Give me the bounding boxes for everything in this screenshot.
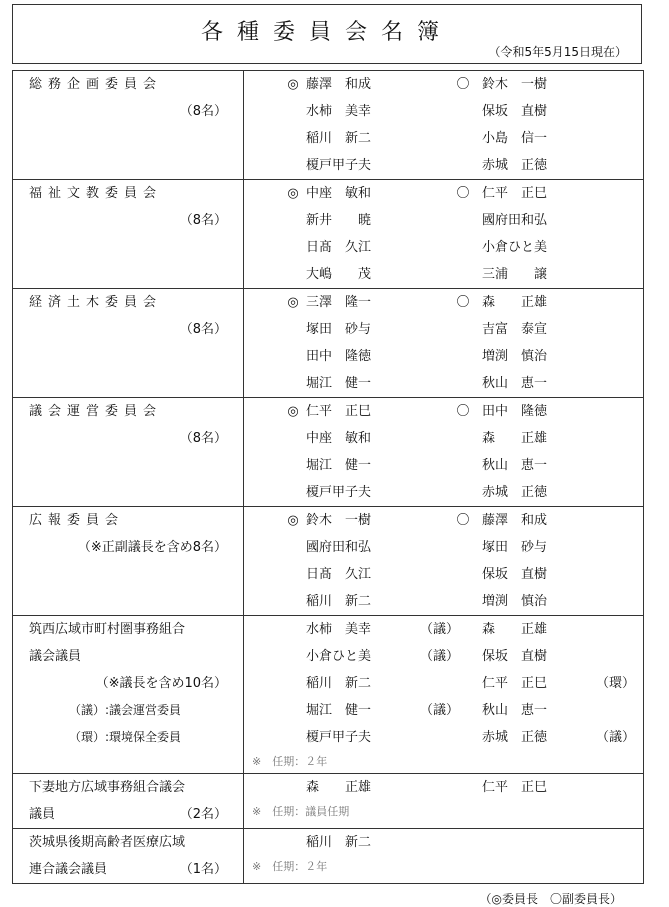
member-name: 藤澤 和成 [482, 513, 548, 528]
chair-mark: ◎ [287, 77, 299, 92]
member-name: 赤城 正徳 [482, 485, 548, 500]
member-name: 水柿 美幸 [306, 622, 372, 637]
member-row [244, 98, 643, 125]
member-row [244, 616, 643, 643]
member-row [244, 561, 643, 588]
vice-chair-mark: 〇 [456, 77, 470, 92]
body-count: （※議長を含め10名） [95, 676, 227, 691]
member-row [244, 180, 643, 207]
term-note: ※ 任期：２年 [252, 755, 328, 768]
committee-count: （※正副議長を含め8名） [77, 540, 227, 555]
as-of-date: （令和5年5月15日現在） [488, 45, 627, 59]
body-name-line2: 議会議員 [29, 649, 82, 664]
member-name: 鈴木 一樹 [306, 513, 372, 528]
ibaraki-label-cell [13, 829, 244, 884]
member-name: 仁平 正巳 [482, 780, 548, 795]
chikusei-row [13, 616, 644, 774]
ibaraki-row [13, 829, 644, 884]
committee-label-cell [13, 507, 244, 616]
member-name: 塚田 砂与 [306, 322, 372, 337]
member-name: 稲川 新二 [306, 594, 372, 609]
member-name: 保坂 直樹 [482, 567, 548, 582]
chair-mark: ◎ [287, 186, 299, 201]
committee-name: 総務企画委員会 [29, 77, 163, 92]
chikusei-members-cell [244, 616, 644, 774]
member-name: 秋山 恵一 [482, 458, 548, 473]
body-name-line2: 議員 [29, 807, 56, 822]
body-name-line2: 連合議会議員 [29, 862, 108, 877]
member-name: 日髙 久江 [306, 240, 372, 255]
legend: （◎委員長 〇副委員長） [479, 892, 622, 906]
committee-name: 経済土木委員会 [29, 295, 163, 310]
member-name: 水柿 美幸 [306, 104, 372, 119]
member-name: 保坂 直樹 [482, 649, 548, 664]
member-row [244, 398, 643, 425]
member-name: 藤澤 和成 [306, 77, 372, 92]
member-name: 中座 敏和 [306, 431, 372, 446]
member-row [244, 829, 643, 856]
body-name-line1: 筑西広域市町村圏事務組合 [29, 622, 186, 637]
member-name: 堀江 健一 [306, 458, 372, 473]
vice-chair-mark: 〇 [456, 404, 470, 419]
member-row [244, 316, 643, 343]
chair-mark: ◎ [287, 295, 299, 310]
member-row [244, 234, 643, 261]
term-note: ※ 任期：２年 [252, 860, 328, 873]
member-name: 榎戸甲子夫 [306, 485, 372, 500]
committee-label-cell [13, 180, 244, 289]
member-name: 新井 暁 [306, 213, 372, 228]
committee-count: （8名） [179, 213, 227, 228]
member-name: 田中 隆徳 [482, 404, 548, 419]
member-name: 國府田和弘 [482, 213, 548, 228]
member-name: 堀江 健一 [306, 703, 372, 718]
member-name: 仁平 正巳 [482, 676, 548, 691]
member-row [244, 452, 643, 479]
member-row [244, 343, 643, 370]
member-row [244, 152, 643, 179]
ibaraki-members-cell [244, 829, 644, 884]
member-name: 三澤 隆一 [306, 295, 372, 310]
role-tag: （議） [595, 730, 635, 745]
body-count: （2名） [179, 807, 227, 822]
member-name: 森 正雄 [482, 295, 548, 310]
committee-name: 福祉文教委員会 [29, 186, 163, 201]
member-name: 保坂 直樹 [482, 104, 548, 119]
chair-mark: ◎ [287, 404, 299, 419]
committee-members-cell [244, 398, 644, 507]
member-name: 仁平 正巳 [306, 404, 372, 419]
member-row [244, 289, 643, 316]
member-row [244, 774, 643, 801]
committee-row [13, 180, 644, 289]
title-box [12, 4, 642, 64]
committee-count: （8名） [179, 431, 227, 446]
role-tag: （議） [420, 622, 460, 637]
member-row [244, 670, 643, 697]
body-name-line2-row [13, 856, 243, 883]
committee-row [13, 507, 644, 616]
member-row [244, 479, 643, 506]
role-note: （環）:環境保全委員 [69, 730, 182, 744]
member-name: 森 正雄 [306, 780, 372, 795]
member-name: 鈴木 一樹 [482, 77, 548, 92]
member-name: 森 正雄 [482, 431, 548, 446]
committee-label-cell [13, 398, 244, 507]
roster-page [12, 4, 642, 907]
committee-members-cell [244, 180, 644, 289]
member-name: 大嶋 茂 [306, 267, 372, 282]
member-name: 秋山 恵一 [482, 376, 548, 391]
committee-members-cell [244, 289, 644, 398]
member-name: 小島 信一 [482, 131, 548, 146]
member-name: 赤城 正徳 [482, 730, 548, 745]
member-name: 榎戸甲子夫 [306, 730, 372, 745]
vice-chair-mark: 〇 [456, 513, 470, 528]
shimotsuma-members-cell [244, 774, 644, 829]
committee-label-cell [13, 289, 244, 398]
member-row [244, 507, 643, 534]
member-row [244, 697, 643, 724]
member-name: 小倉ひと美 [482, 240, 548, 255]
member-row [244, 643, 643, 670]
committee-table [12, 70, 644, 884]
member-row [244, 207, 643, 234]
role-tag: （議） [420, 703, 460, 718]
committee-label-cell [13, 71, 244, 180]
member-name: 増渕 慎治 [482, 349, 548, 364]
member-name: 榎戸甲子夫 [306, 158, 372, 173]
role-tag: （議） [420, 649, 460, 664]
member-name: 稲川 新二 [306, 835, 372, 850]
committee-name: 広報委員会 [29, 513, 125, 528]
member-name: 田中 隆徳 [306, 349, 372, 364]
member-name: 秋山 恵一 [482, 703, 548, 718]
committee-members-cell [244, 507, 644, 616]
committee-name: 議会運営委員会 [29, 404, 163, 419]
committee-count: （8名） [179, 322, 227, 337]
body-count: （1名） [179, 862, 227, 877]
member-name: 小倉ひと美 [306, 649, 372, 664]
member-name: 日髙 久江 [306, 567, 372, 582]
committee-row [13, 71, 644, 180]
shimotsuma-label-cell [13, 774, 244, 829]
member-row [244, 370, 643, 397]
member-name: 堀江 健一 [306, 376, 372, 391]
committee-row [13, 289, 644, 398]
chikusei-label-cell [13, 616, 244, 774]
member-name: 稲川 新二 [306, 676, 372, 691]
member-row [244, 71, 643, 98]
committee-row [13, 398, 644, 507]
member-name: 赤城 正徳 [482, 158, 548, 173]
member-name: 森 正雄 [482, 622, 548, 637]
member-row [244, 425, 643, 452]
member-name: 仁平 正巳 [482, 186, 548, 201]
member-name: 國府田和弘 [306, 540, 372, 555]
member-name: 稲川 新二 [306, 131, 372, 146]
member-row [244, 261, 643, 288]
body-name-line2-row [13, 801, 243, 828]
member-name: 吉富 泰宣 [482, 322, 548, 337]
shimotsuma-row [13, 774, 644, 829]
vice-chair-mark: 〇 [456, 295, 470, 310]
member-name: 三浦 譲 [482, 267, 548, 282]
role-tag: （環） [595, 676, 635, 691]
committee-count: （8名） [179, 104, 227, 119]
member-row [244, 125, 643, 152]
body-name-line1: 茨城県後期高齢者医療広域 [29, 835, 186, 850]
member-name: 中座 敏和 [306, 186, 372, 201]
page-title: 各種委員会名簿 [200, 20, 453, 45]
member-name: 増渕 慎治 [482, 594, 548, 609]
body-name-line1: 下妻地方広域事務組合議会 [29, 780, 186, 795]
member-row [244, 534, 643, 561]
committee-members-cell [244, 71, 644, 180]
term-note: ※ 任期：議員任期 [252, 805, 350, 818]
role-note: （議）:議会運営委員 [69, 703, 182, 717]
member-row [244, 724, 643, 751]
member-name: 塚田 砂与 [482, 540, 548, 555]
vice-chair-mark: 〇 [456, 186, 470, 201]
chair-mark: ◎ [287, 513, 299, 528]
member-row [244, 588, 643, 615]
